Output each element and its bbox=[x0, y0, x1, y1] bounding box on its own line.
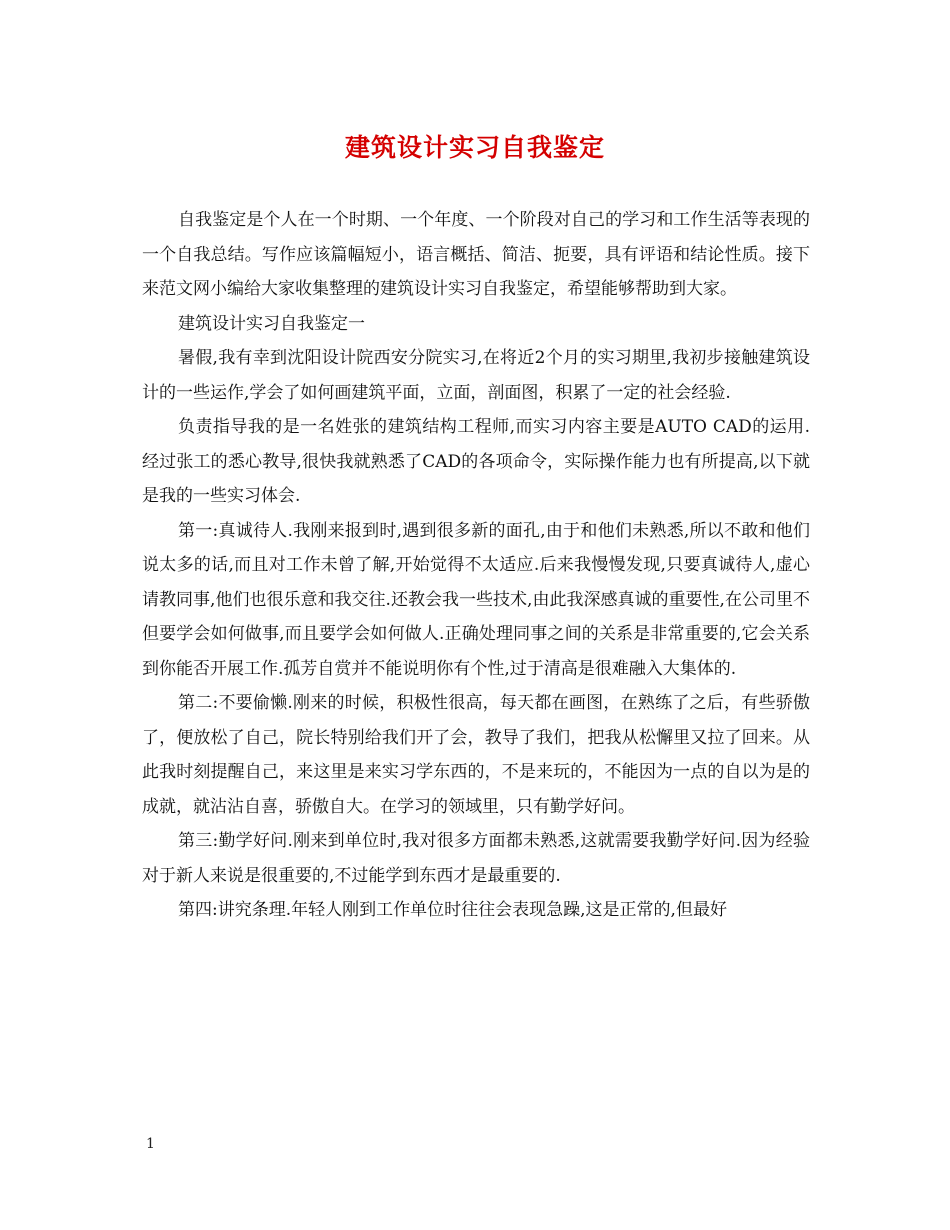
document-body bbox=[142, 203, 810, 928]
paragraph: 第四:讲究条理.年轻人刚到工作单位时往往会表现急躁,这是正常的,但最好 bbox=[178, 900, 727, 920]
document-title: 建筑设计实习自我鉴定 bbox=[344, 133, 605, 162]
paragraph: 第二:不要偷懒.刚来的时候，积极性很高，每天都在画图，在熟练了之后，有些骄傲了，便放松了自己，院长特别给我们开了会，教导了我们，把我从松懈里又拉了回来。从此我时刻提醒自己，来这里是来实习学东西的，不是来玩的，不能因为一点的自以为是的成就，就沾沾自喜，骄傲自大。在学习的领域里，只有勤学好问。 bbox=[142, 693, 810, 817]
paragraph: 第一:真诚待人.我刚来报到时,遇到很多新的面孔,由于和他们未熟悉,所以不敢和他们说太多的话,而且对工作未曾了解,开始觉得不太适应.后来我慢慢发现,只要真诚待人,虚心请教同事,他们也很乐意和我交往.还教会我一些技术,由此我深感真诚的重要性,在公司里不但要学会如何做事,而且要学会如何做人.正确处理同事之间的关系是非常重要的,它会关系到你能否开展工作.孤芳自赏并不能说明你有个性,过于清高是很难融入大集体的. bbox=[142, 520, 810, 679]
page-number: 1 bbox=[146, 1136, 155, 1152]
section-heading: 建筑设计实习自我鉴定一 bbox=[178, 313, 365, 334]
paragraph-intro: 自我鉴定是个人在一个时期、一个年度、一个阶段对自己的学习和工作生活等表现的一个自我总结。写作应该篇幅短小，语言概括、简洁、扼要，具有评语和结论性质。接下来范文网小编给大家收集整理的建筑设计实习自我鉴定，希望能够帮助到大家。 bbox=[142, 210, 810, 299]
paragraph: 负责指导我的是一名姓张的建筑结构工程师,而实习内容主要是AUTO CAD的运用.经过张工的悉心教导,很快我就熟悉了CAD的各项命令，实际操作能力也有所提高,以下就是我的一些实习体会. bbox=[142, 417, 810, 506]
paragraph: 暑假,我有幸到沈阳设计院西安分院实习,在将近2个月的实习期里,我初步接触建筑设计的一些运作,学会了如何画建筑平面，立面，剖面图，积累了一定的社会经验. bbox=[142, 348, 810, 403]
paragraph: 第三:勤学好问.刚来到单位时,我对很多方面都未熟悉,这就需要我勤学好问.因为经验对于新人来说是很重要的,不过能学到东西才是最重要的. bbox=[142, 831, 810, 886]
